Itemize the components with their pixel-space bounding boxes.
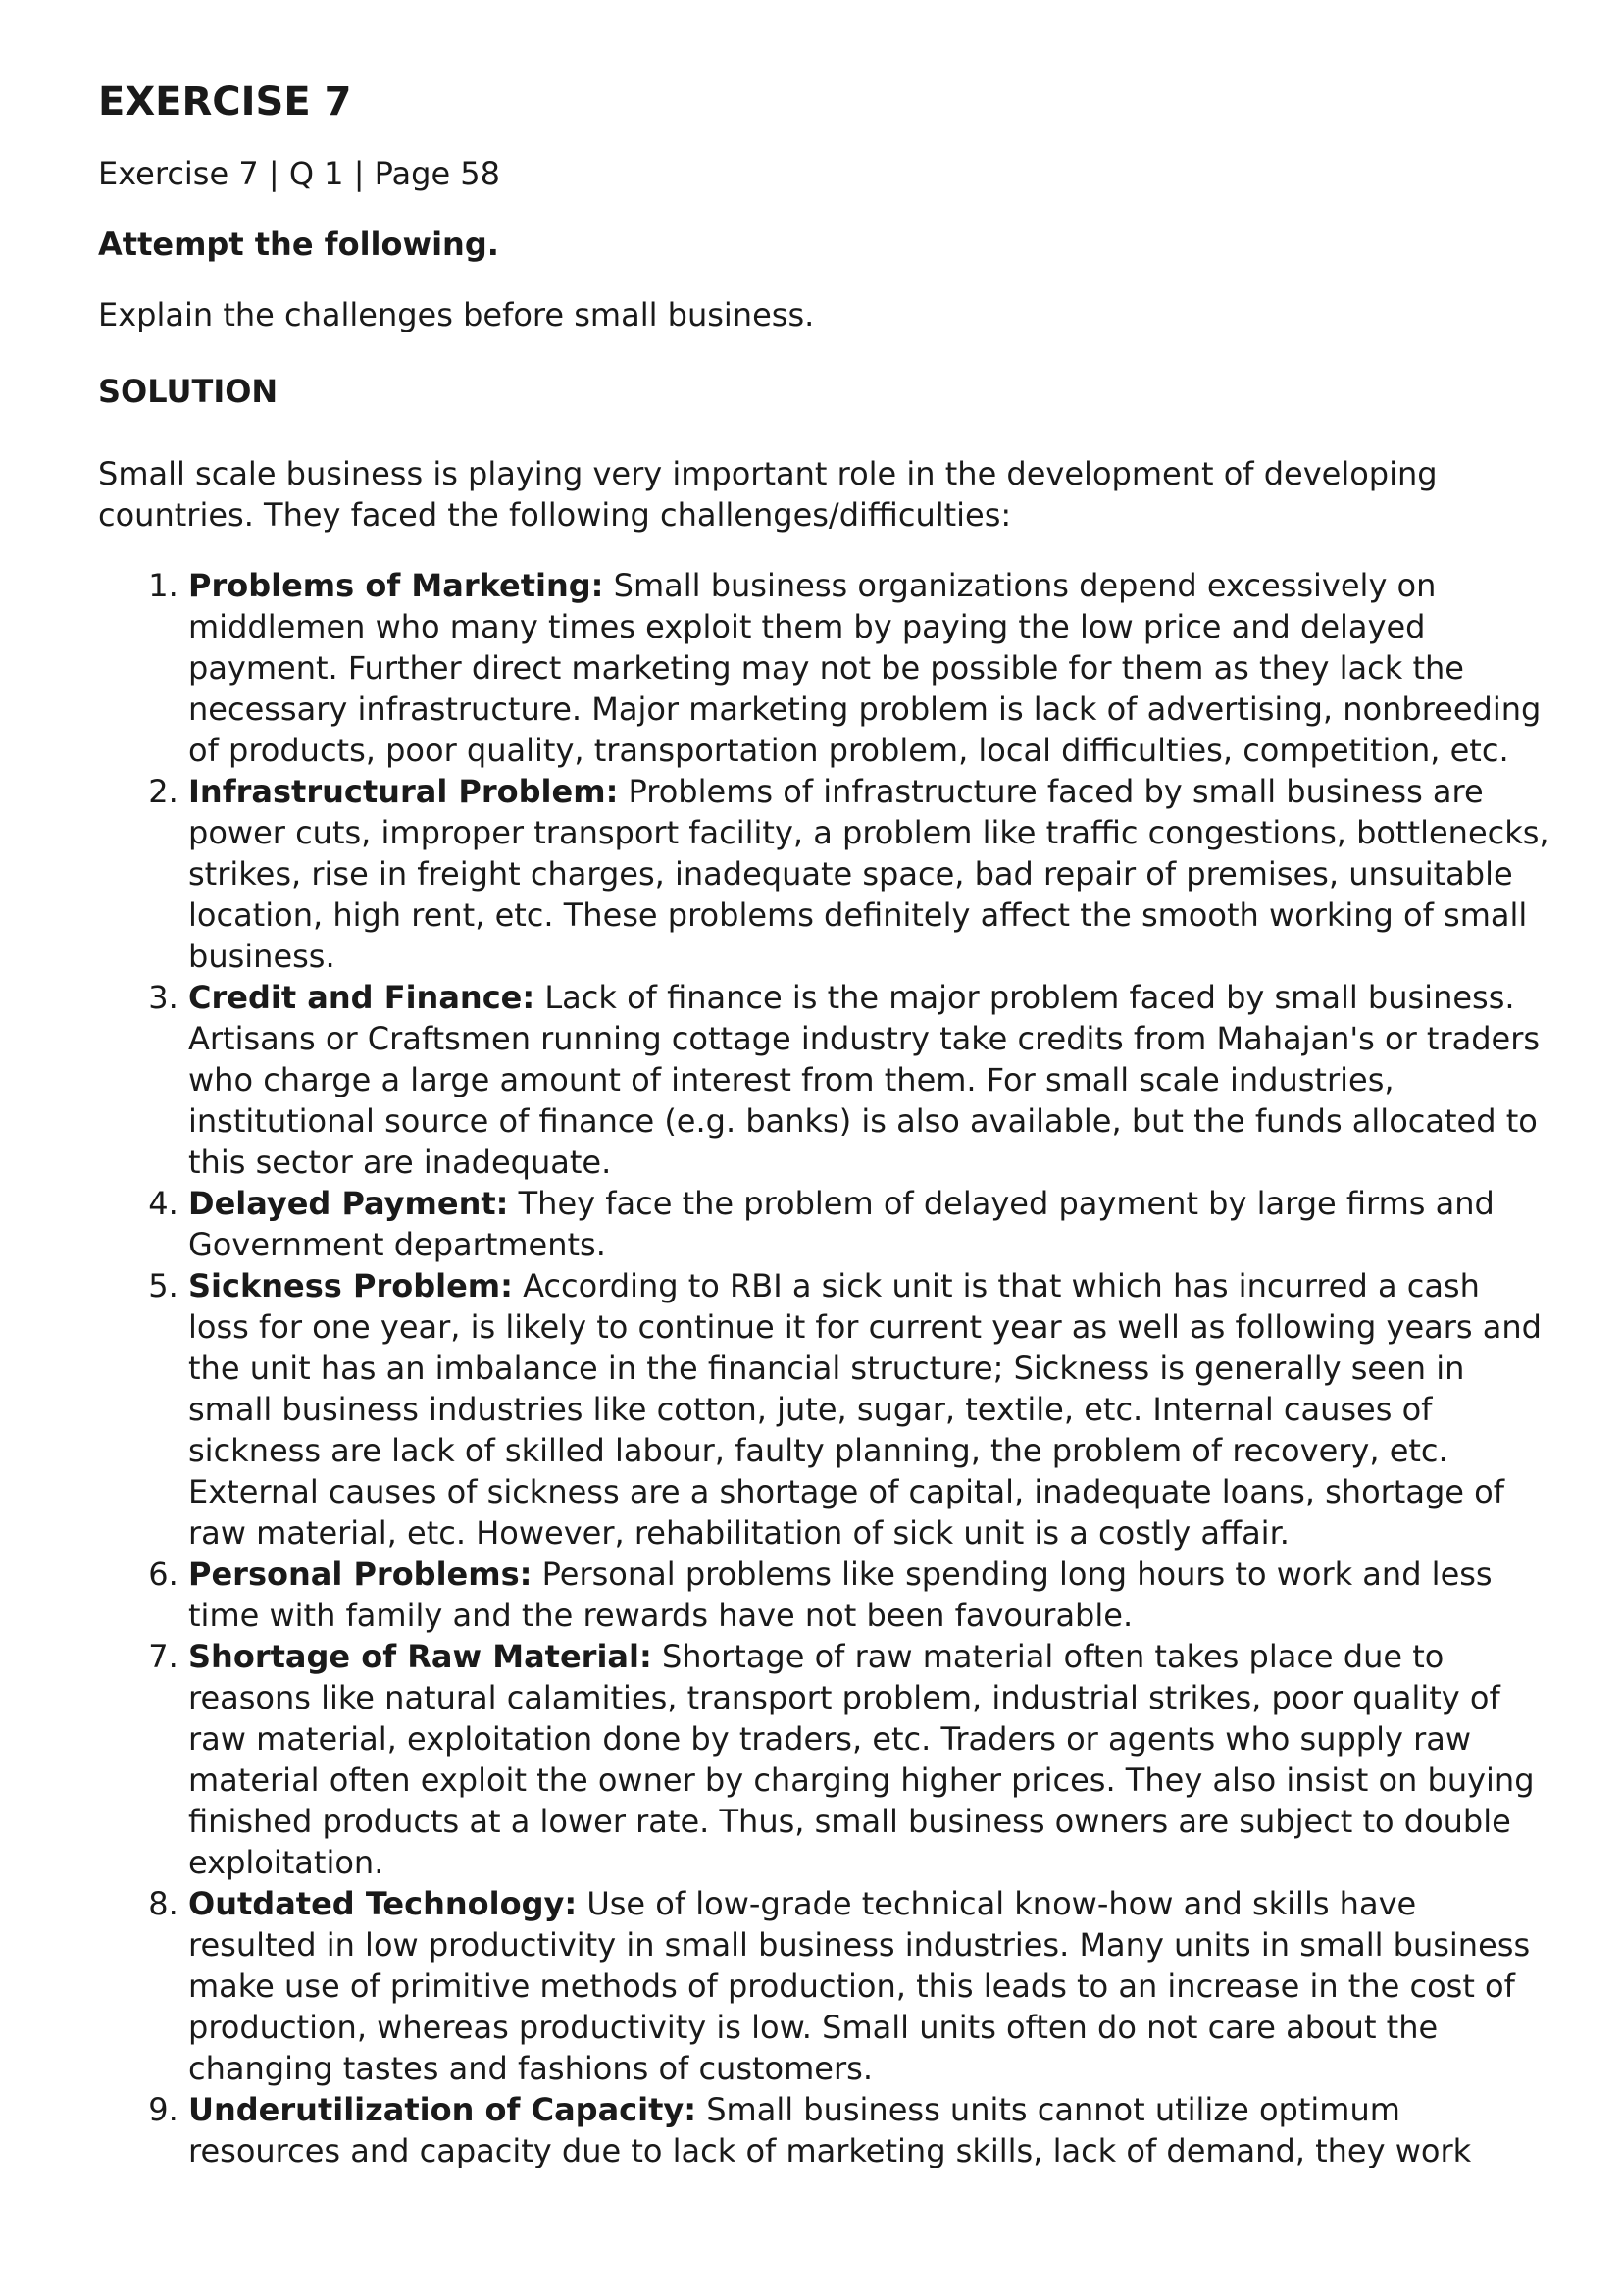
item-term: Shortage of Raw Material: <box>188 1638 652 1675</box>
page-title: EXERCISE 7 <box>98 79 352 125</box>
challenges-list <box>98 565 1549 2171</box>
list-item <box>188 1636 1549 1883</box>
question-reference: Exercise 7 | Q 1 | Page 58 <box>98 155 501 192</box>
item-text: Lack of finance is the major problem faced by small business. Artisans or Craftsmen running cottage industry take credits from Mahajan's or traders who charge a large amount of interest from them. For small scale industries, institutional source of finance (e.g. banks) is also available, but the funds allocated to this sector are inadequate. <box>188 979 1541 1181</box>
list-item <box>188 1883 1549 2089</box>
item-term: Sickness Problem: <box>188 1267 513 1304</box>
item-text: Personal problems like spending long hours to work and less time with family and the rewards have not been favourable. <box>188 1556 1493 1634</box>
item-term: Outdated Technology: <box>188 1885 578 1922</box>
item-term: Problems of Marketing: <box>188 567 604 604</box>
list-item <box>188 977 1549 1183</box>
item-term: Underutilization of Capacity: <box>188 2091 697 2128</box>
item-text: Shortage of raw material often takes place due to reasons like natural calamities, transport problem, industrial strikes, poor quality of raw material, exploitation done by traders, etc. Traders or agents who supply raw material often exploit the owner by charging higher prices. They also insist on buying finished products at a lower rate. Thus, small business owners are subject to double exploitation. <box>188 1638 1535 1881</box>
item-term: Credit and Finance: <box>188 979 535 1016</box>
list-item <box>188 771 1549 977</box>
item-text: Use of low-grade technical know-how and skills have resulted in low productivity in small business industries. Many units in small business make use of primitive methods of production, this leads to an increase in the cost of production, whereas productivity is low. Small units often do not care about the changing tastes and fashions of customers. <box>188 1885 1531 2087</box>
item-text: According to RBI a sick unit is that which has incurred a cash loss for one year, is likely to continue it for current year as well as following years and the unit has an imbalance in the financial structure; Sickness is generally seen in small business industries like cotton, jute, sugar, textile, etc. Internal causes of sickness are lack of skilled labour, faulty planning, the problem of recovery, etc. External causes of sickness are a shortage of capital, inadequate loans, shortage of raw material, etc. However, rehabilitation of sick unit is a costly affair. <box>188 1267 1542 1552</box>
list-item <box>188 1265 1549 1554</box>
item-text: Problems of infrastructure faced by small business are power cuts, improper transport facility, a problem like traffic congestions, bottlenecks, strikes, rise in freight charges, inadequate space, bad repair of premises, unsuitable location, high rent, etc. These problems definitely affect the smooth working of small business. <box>188 773 1549 975</box>
item-text: They face the problem of delayed payment by large firms and Government departments. <box>188 1185 1495 1263</box>
item-term: Infrastructural Problem: <box>188 773 619 810</box>
question-text: Explain the challenges before small business. <box>98 296 815 333</box>
solution-heading: SOLUTION <box>98 373 279 410</box>
instruction-heading: Attempt the following. <box>98 226 499 263</box>
list-item <box>188 1183 1549 1265</box>
list-item <box>188 2089 1549 2171</box>
item-term: Delayed Payment: <box>188 1185 509 1222</box>
solution-intro: Small scale business is playing very important role in the development of developing countries. They faced the following challenges/difficulties: <box>98 455 1438 534</box>
list-item <box>188 565 1549 771</box>
item-text: Small business units cannot utilize optimum resources and capacity due to lack of marketing skills, lack of demand, they work <box>188 2091 1472 2169</box>
item-text: Small business organizations depend excessively on middlemen who many times exploit them by paying the low price and delayed payment. Further direct marketing may not be possible for them as they lack the necessary infrastructure. Major marketing problem is lack of advertising, nonbreeding of products, poor quality, transportation problem, local difficulties, competition, etc. <box>188 567 1542 769</box>
item-term: Personal Problems: <box>188 1556 533 1593</box>
list-item <box>188 1554 1549 1636</box>
document-page <box>98 77 1549 2171</box>
